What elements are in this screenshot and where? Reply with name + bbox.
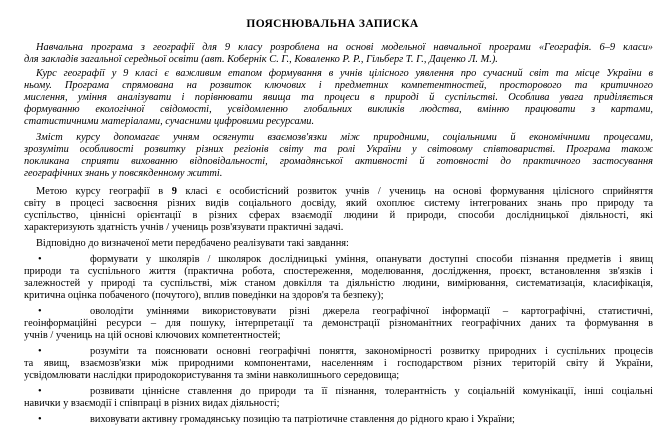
goal-line: світу в процесі засвоєння різних видів соціального досвіду, який охоплює систему інтегрованих знань про природу та <box>24 198 653 209</box>
intro-line: для закладів загальної середньої освіти (авт. Кобернік С. Г., Коваленко Р. Р., Гільберг Т. Г., Даценко Л. М.). <box>24 54 498 65</box>
course-line: ньому. Програма спрямована на розвиток ключових і предметних компетентностей, просторового та критичного <box>24 80 653 91</box>
bullet-item-line: геоінформаційні ресурси – для пошуку, інтерпретації та демонстрації різноманітних географічних даних та формування в <box>24 318 653 329</box>
bullet-icon: • <box>38 386 42 397</box>
content-line: Зміст курсу допомагає учням осягнути взаємозв'язки між природними, соціальними й економічними процесами, <box>36 132 653 143</box>
course-line: мислення, уміння аналізувати і порівнювати явища та процеси в природі й суспільстві. Особлива увага приділяється <box>24 92 653 103</box>
bullet-item-line: та явищ, взаємозв'язки між природними компонентами, населенням і господарством різних територій світу й України, <box>24 358 653 369</box>
bullet-icon: • <box>38 414 42 425</box>
goal-line: характеризують здатність учнів / учениць розв'язувати практичні задачі. <box>24 222 344 233</box>
bullet-item-line: природи та суспільного життя (практична робота, спостереження, моделювання, дослідження, проєкт, встановлення зв'язків і <box>24 266 653 277</box>
goal-text: Метою курсу географії в <box>36 186 172 197</box>
content-line: покликана сприяти вихованню відповідальності, громадянської активності й готовності до практичного застосування <box>24 156 653 167</box>
course-line: формуванню екологічної свідомості, усвідомленню глобальних викликів людства, вмінню працювати з картами, <box>24 104 653 115</box>
goal-line: суспільство, ціннісні орієнтації в різних сферах взаємодії людини й природи, способи дослідницької діяльності, які <box>24 210 653 221</box>
intro-line: Навчальна програма з географії для 9 класу розроблена на основі модельної навчальної програми «Географія. 6–9 класи» <box>36 42 653 53</box>
course-line: Курс географії у 9 класі є важливим етапом формування в учнів цілісного уявлення про сучасний світ та місце України в <box>36 68 653 79</box>
bullet-item-line: розвивати ціннісне ставлення до природи та її пізнання, толерантність у соціальній комунікації, інші соціальні <box>90 386 653 397</box>
bullet-icon: • <box>38 306 42 317</box>
bullet-item-line: виховувати активну громадянську позицію та патріотичне ставлення до рідного краю і України; <box>90 414 515 425</box>
content-line: географічних знань у повсякденному житті. <box>24 168 223 179</box>
bullet-item-line: оволодіти уміннями використовувати різні джерела географічної інформації – картографічні, статистичні, <box>90 306 653 317</box>
grade-number: 9 <box>171 186 177 197</box>
content-line: зрозуміти особливості розвитку різних регіонів світу та ролі України у світовому співтоваристві. Програма також <box>24 144 653 155</box>
bullet-item-line: учнів / учениць на цій основі ключових компетентностей; <box>24 330 281 341</box>
bullet-item-line: навички у взаємодії і співпраці в різних видах діяльності; <box>24 398 280 409</box>
bullet-item-line: залежностей у природі та суспільстві, між станом довкілля та діяльністю людини, вимірювання, систематизація, класифікація, <box>24 278 653 289</box>
bullet-item-line: критична оцінка побаченого (почутого), вплив поведінки на здоров'я та безпеку); <box>24 290 384 301</box>
bullet-item-line: розуміти та пояснювати основні географічні поняття, закономірності розвитку природних і суспільних процесів <box>90 346 653 357</box>
bullet-item-line: усвідомлювати наслідки природокористування та зміни навколишнього середовища; <box>24 370 400 381</box>
tasks-intro: Відповідно до визначеної мети передбачено реалізувати такі завдання: <box>36 238 349 249</box>
course-line: статистичними матеріалами, сучасними цифровими ресурсами. <box>24 116 315 127</box>
document-title: ПОЯСНЮВАЛЬНА ЗАПИСКА <box>246 18 419 30</box>
goal-line <box>36 186 653 198</box>
bullet-item-line: формувати у школярів / школярок дослідницькі уміння, опанувати доступні способи пізнання предметів і явищ <box>90 254 653 265</box>
bullet-icon: • <box>38 254 42 265</box>
goal-text: класі є особистісний розвиток учнів / учениць на основі формування цілісного сприйняття <box>176 186 653 197</box>
bullet-icon: • <box>38 346 42 357</box>
